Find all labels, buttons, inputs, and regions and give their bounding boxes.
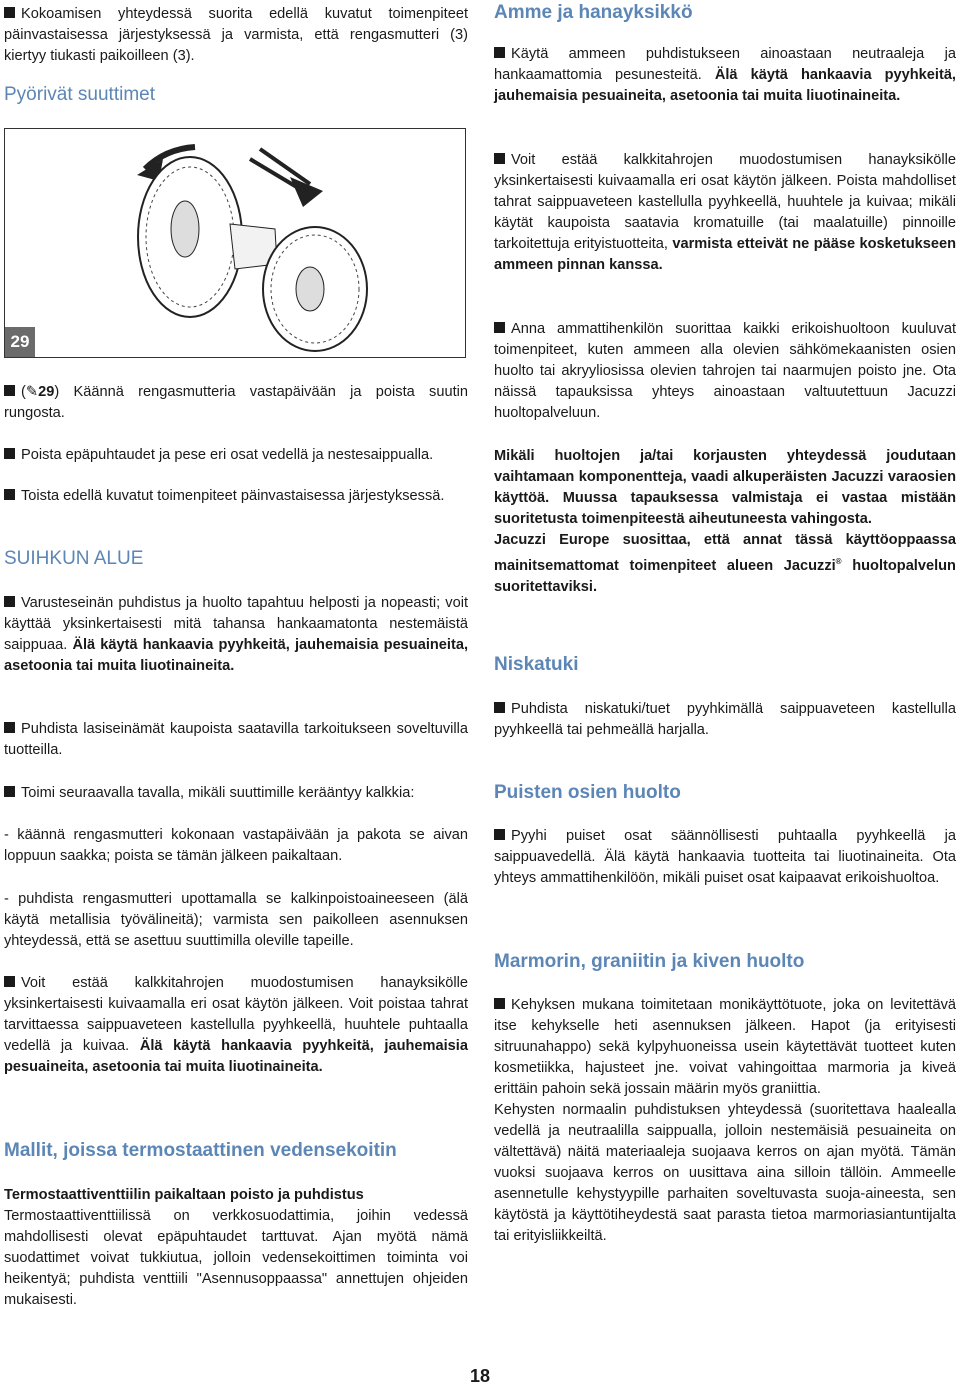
warranty-paragraph: Mikäli huoltojen ja/tai korjausten yhteydessä joudutaan vaihtamaan komponentteja, vaadi alkuperäisten Jacuzzi varaosien käyttöä. Muussa tapauksessa valmistaja ei vastaa mistään suoritetusta toimenpiteestä aiheutuneesta vahingosta. Jacuzzi Europe suosittaa, että annat tässä käyttöoppaassa mainitsemattomat toimenpiteet alueen Jacuzzi® huoltopalvelun suoritettaviksi. bbox=[494, 448, 956, 595]
thermo-paragraph: Termostaattiventtiilin paikaltaan poisto ja puhdistus Termostaattiventtiilissä on verkkosuodattimia, joihin vedessä mahdollisesti olevat epäpuhtaudet tarttuvat. Ajan myötä nämä suodattimet voivat tukkiutua, jolloin vedensekoittimen toiminta voi heikentyä; puhdista venttiili "Asennusoppaassa" annettujen ohjeiden mukaisesti. bbox=[4, 1187, 468, 1308]
dash-item-2: - puhdista rengasmutteri upottamalla se kalkinpoistoaineeseen (älä käytä metallisia työvälineitä); varmista sen paikolleen asennuksen yhteydessä, että se asettuu suuttimilla oleville tapeille. bbox=[4, 891, 468, 949]
bullet-square-icon bbox=[4, 448, 15, 459]
bullet-square-icon bbox=[4, 489, 15, 500]
figure-ref-icon: ✎ bbox=[25, 384, 39, 400]
bullet-square-icon bbox=[4, 786, 15, 797]
heading-bath-taps: Amme ja hanayksikkö bbox=[494, 2, 693, 23]
shower-paragraph-2: Puhdista lasiseinämät kaupoista saatavilla tarkoitukseen soveltuvilla tuotteilla. bbox=[4, 721, 468, 758]
heading-thermostatic: Mallit, joissa termostaattinen vedensekoitin bbox=[4, 1140, 397, 1161]
stone-paragraph: Kehyksen mukana toimitetaan monikäyttötuote, joka on levitettävä itse kehykselle heti asennuksen jälkeen. Hapot (ja erityisesti sitruunahappo) sekä kylpyhuoneissa usein käytettävät tuotteet kuten kosmetiikka, hajusteet jne. voivat vahingoittaa marmoria ja kiveä erittäin pahoin sekä jossain määrin myös graniittia. Kehysten normaalin puhdistuksen yhteydessä (suoritettava haalealla vedellä ja neutraalilla saippualla, jolloin nestemäisiä pesuaineita on vältettävä) näitä materiaaleja suojaava kerros on ajan myötä. Tämän vuoksi suojaava kerros on uusittava aina silloin tällöin. Ammeelle asennetulle kehystyypille parhaiten soveltuvasta suoja-aineesta, sen käytöstä ja käyttötiheydestä saat parasta tietoa marmoriasiantuntijalta tai erityisliikkeiltä. bbox=[494, 997, 956, 1244]
bullet-square-icon bbox=[4, 976, 15, 987]
intro-paragraph: Kokoamisen yhteydessä suorita edellä kuvatut toimenpiteet päinvastaisessa järjestyksessä ja varmista, että rengasmutteri (3) kiertyy tiukasti paikoilleen (3). bbox=[4, 6, 468, 64]
shower-paragraph-1: Varusteseinän puhdistus ja huolto tapahtuu helposti ja nopeasti; voit käyttää yksinkertaisesti mitä tahansa hankaamatonta nestemäistä saippuaa. Älä käytä hankaavia pyyhkeitä, jauhemaisia pesuaineita, asetoonia tai muita liuotinaineita. bbox=[4, 595, 468, 674]
taps-paragraph-3: Anna ammattihenkilön suorittaa kaikki erikoishuoltoon kuuluvat toimenpiteet, kuten ammeen alla olevien sähkömekaanisten osien huolto tai akryyliosissa olevien tahrojen tai naarmujen poisto jne. Ota näissä tapauksissa yhteys ainoastaan valtuutettuun Jacuzzi huoltopalveluun. bbox=[494, 321, 956, 421]
bullet-square-icon bbox=[4, 385, 15, 396]
heading-pillows: Niskatuki bbox=[494, 654, 579, 675]
page-number: 18 bbox=[469, 1366, 491, 1386]
wood-paragraph: Pyyhi puiset osat säännöllisesti puhtaalla pyyhkeellä ja saippuavedellä. Älä käytä hankaavia tuotteita tai liuotinaineita. Ota yhteys ammattihenkilöön, mikäli puiset osat kaipaavat erikoishuoltoa. bbox=[494, 828, 956, 886]
taps-paragraph-2: Voit estää kalkkitahrojen muodostumisen hanayksikölle yksinkertaisesti kuivaamalla eri osat käytön jälkeen. Poista mahdolliset tahrat saippuaveteen kastellulla pyyhkeellä, huuhtele ja kuivaa; mikäli käytät kaupoista saatavia kromatuille (tai maalatuille) pinnoille tarkoitettuja erityistuotteita, varmista etteivät ne pääse kosketukseen ammeen pinnan kanssa. bbox=[494, 152, 956, 273]
bullet-square-icon bbox=[494, 702, 505, 713]
bullet-square-icon bbox=[494, 153, 505, 164]
bullet-square-icon bbox=[494, 322, 505, 333]
nozzle-illustration bbox=[5, 129, 465, 357]
lime-paragraph: Voit estää kalkkitahrojen muodostumisen hanayksikölle yksinkertaisesti kuivaamalla eri osat käytön jälkeen. Voit poistaa tahrat tarvittaessa saippuaveteen kastellulla pyyhkeellä, huuhtele puhtaalla vedellä ja kuivaa. Älä käytä hankaavia pyyhkeitä, jauhemaisia pesuaineita, asetoonia tai muita liuotinaineita. bbox=[4, 975, 468, 1075]
heading-stone: Marmorin, graniitin ja kiven huolto bbox=[494, 951, 805, 972]
step-reverse: Toista edellä kuvatut toimenpiteet päinvastaisessa järjestyksessä. bbox=[4, 486, 468, 507]
bullet-square-icon bbox=[4, 596, 15, 607]
heading-shower-area: SUIHKUN ALUE bbox=[4, 548, 144, 569]
bullet-square-icon bbox=[494, 998, 505, 1009]
bullet-square-icon bbox=[4, 722, 15, 733]
figure-number-label: 29 bbox=[5, 327, 35, 357]
shower-paragraph-3: Toimi seuraavalla tavalla, mikäli suuttimille kerääntyy kalkkia: bbox=[4, 783, 468, 804]
nozzle-figure bbox=[4, 128, 466, 358]
bullet-square-icon bbox=[4, 7, 15, 18]
step-remove-nozzle: (✎29) Käännä rengasmutteria vastapäivään ja poista suutin rungosta. bbox=[4, 384, 468, 421]
heading-wood: Puisten osien huolto bbox=[494, 782, 681, 803]
bullet-square-icon bbox=[494, 829, 505, 840]
bullet-square-icon bbox=[494, 47, 505, 58]
heading-rotating-nozzles: Pyörivät suuttimet bbox=[4, 84, 155, 105]
taps-paragraph-1: Käytä ammeen puhdistukseen ainoastaan neutraaleja ja hankaamattomia pesunesteitä. Älä käytä hankaavia pyyhkeitä, jauhemaisia pesuaineita, asetoonia tai muita liuotinaineita. bbox=[494, 46, 956, 104]
dash-item-1: - käännä rengasmutteri kokonaan vastapäivään ja pakota se aivan loppuun saakka; poista se tämän jälkeen paikaltaan. bbox=[4, 827, 468, 864]
step-clean: Poista epäpuhtaudet ja pese eri osat vedellä ja nestesaippualla. bbox=[4, 445, 468, 466]
pillows-paragraph: Puhdista niskatuki/tuet pyyhkimällä saippuaveteen kastellulla pyyhkeellä tai pehmeällä harjalla. bbox=[494, 701, 956, 738]
